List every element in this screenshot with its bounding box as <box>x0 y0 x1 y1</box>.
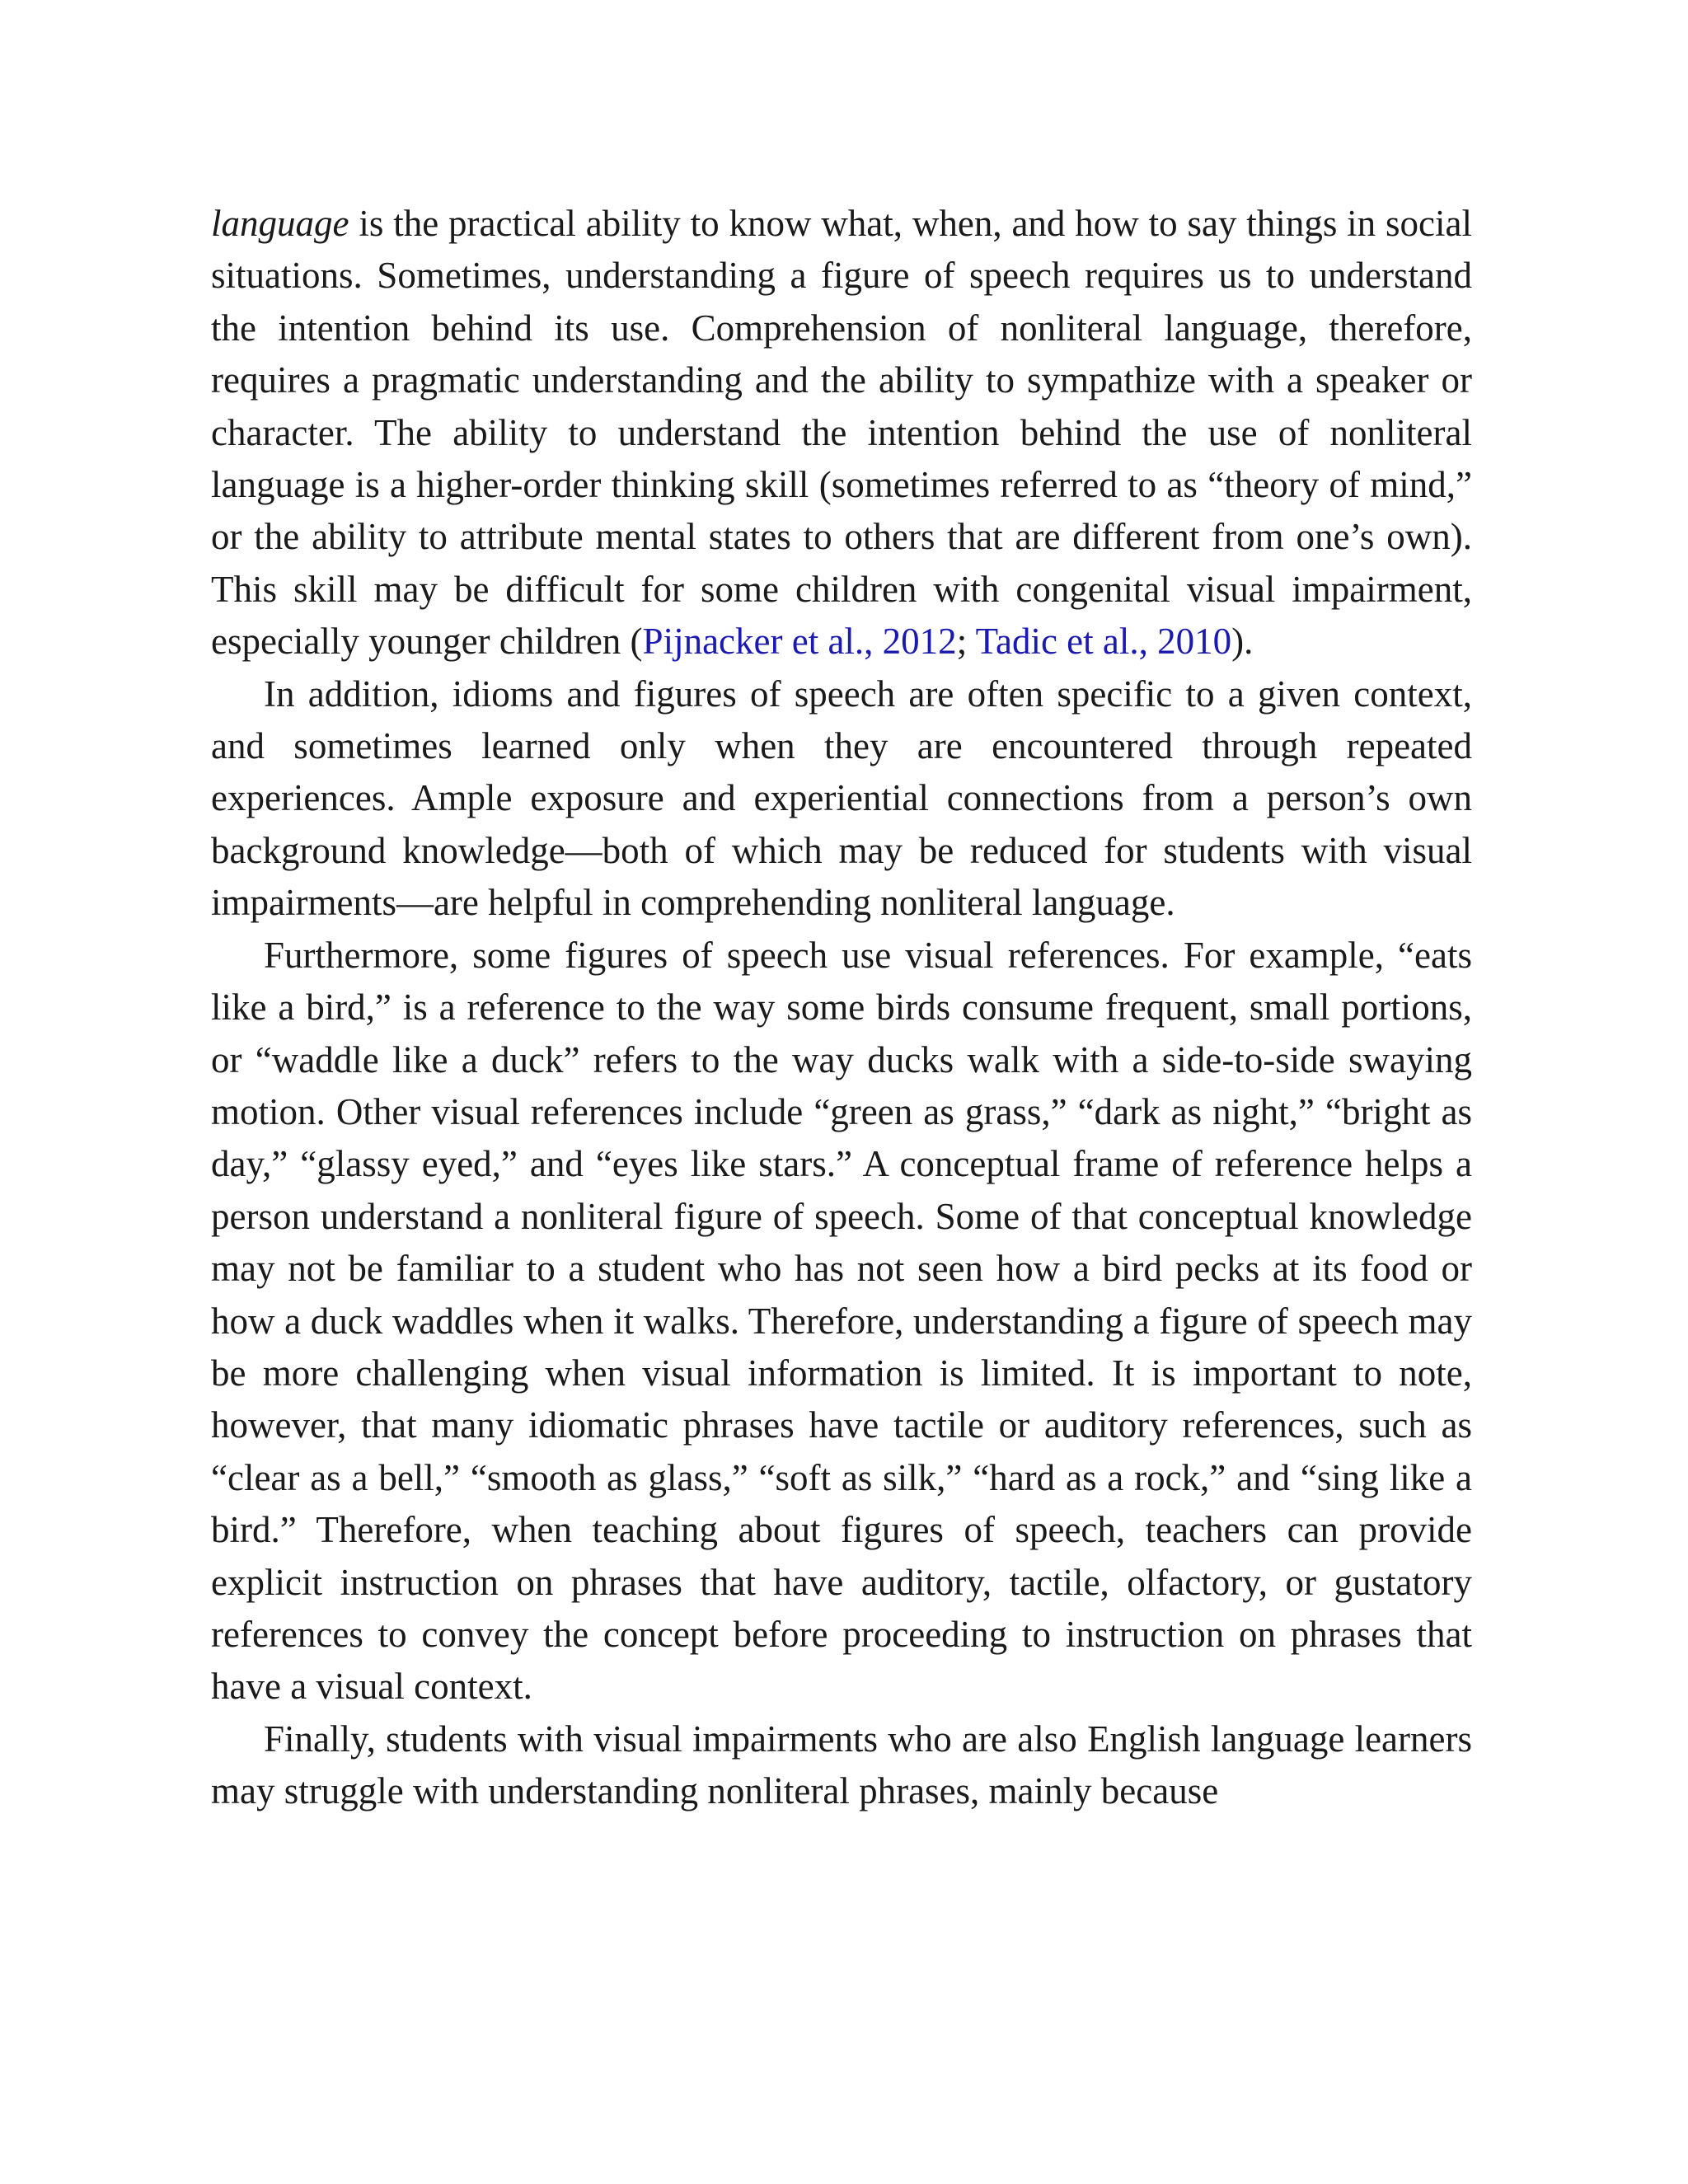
italic-term: language <box>211 203 349 244</box>
citation-link-tadic[interactable]: Tadic et al., 2010 <box>975 621 1232 663</box>
citation-separator: ; <box>956 621 976 663</box>
document-body <box>211 198 1472 1818</box>
paragraph-pragmatic-language <box>211 198 1472 668</box>
paragraph-idioms-context: In addition, idioms and figures of speech are often specific to a given context, and sometimes learned only when they are encountered through repeated experiences. Ample exposure and experiential connections from a person’s own background knowledge—both of which may be reduced for students with visual impairments—are helpful in comprehending nonliteral language. <box>211 673 1472 924</box>
paragraph-end: ). <box>1231 621 1254 663</box>
citation-link-pijnacker[interactable]: Pijnacker et al., 2012 <box>642 621 957 663</box>
paragraph-visual-references: Furthermore, some figures of speech use visual references. For example, “eats like a bird,” is a reference to the way some birds consume frequent, small portions, or “waddle like a duck” refers to the way ducks walk with a side-to-side swaying motion. Other visual references include “green as grass,” “dark as night,” “bright as day,” “glassy eyed,” and “eyes like stars.” A conceptual frame of reference helps a person understand a nonliteral figure of speech. Some of that conceptual knowledge may not be familiar to a student who has not seen how a bird pecks at its food or how a duck waddles when it walks. Therefore, understanding a figure of speech may be more challenging when visual information is limited. It is important to note, however, that many idiomatic phrases have tactile or auditory references, such as “clear as a bell,” “smooth as glass,” “soft as silk,” “hard as a rock,” and “sing like a bird.” Therefore, when teaching about figures of speech, teachers can provide explicit instruction on phrases that have auditory, tactile, olfactory, or gustatory references to convey the concept before proceeding to instruction on phrases that have a visual context. <box>211 934 1472 1708</box>
paragraph-english-learners: Finally, students with visual impairments who are also English language learners may struggle with understanding nonliteral phrases, mainly because <box>211 1718 1472 1812</box>
paragraph-text: is the practical ability to know what, when, and how to say things in social situations. Sometimes, understanding a figure of speech requires us to understand the intention behind its use. Comprehension of nonliteral language, therefore, requires a pragmatic understanding and the ability to sympathize with a speaker or character. The ability to understand the intention behind the use of nonliteral language is a higher-order thinking skill (sometimes referred to as “theory of mind,” or the ability to attribute mental states to others that are different from one’s own). This skill may be difficult for some children with congenital visual impairment, especially younger children ( <box>211 203 1472 663</box>
